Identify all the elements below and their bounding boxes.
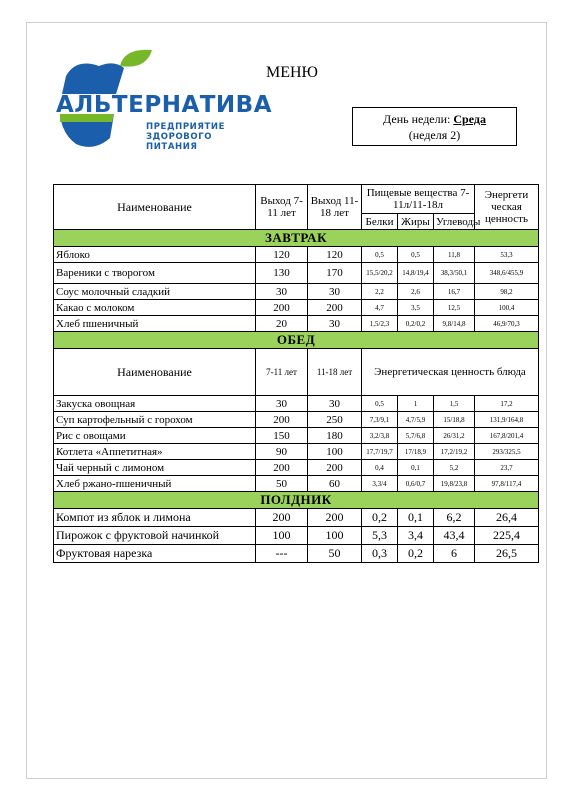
lunch-header-name: Наименование (54, 349, 256, 396)
output-11-18-cell: 60 (308, 476, 362, 492)
output-7-11-cell: 150 (256, 428, 308, 444)
energy-cell: 167,8/201,4 (475, 428, 539, 444)
energy-cell: 53,3 (475, 247, 539, 263)
table-row (54, 460, 539, 476)
lunch-rows (54, 396, 539, 492)
output-11-18-cell: 250 (308, 412, 362, 428)
carbs-cell: 6,2 (434, 509, 475, 527)
header-carbs: Углеводы (434, 214, 475, 230)
fats-cell: 0,1 (398, 509, 434, 527)
fats-cell: 2,6 (398, 284, 434, 300)
output-11-18-cell: 50 (308, 545, 362, 563)
output-11-18-cell: 180 (308, 428, 362, 444)
proteins-cell: 17,7/19,7 (362, 444, 398, 460)
table-row (54, 527, 539, 545)
dish-name-cell: Яблоко (54, 247, 256, 263)
header-name: Наименование (54, 185, 256, 230)
energy-cell: 26,5 (475, 545, 539, 563)
header-energy: Энергети ческая ценность (475, 185, 539, 230)
carbs-cell: 16,7 (434, 284, 475, 300)
fats-cell: 5,7/6,8 (398, 428, 434, 444)
proteins-cell: 3,3/4 (362, 476, 398, 492)
output-7-11-cell: 20 (256, 316, 308, 332)
table-row (54, 428, 539, 444)
proteins-cell: 0,2 (362, 509, 398, 527)
dish-name-cell: Какао с молоком (54, 300, 256, 316)
output-7-11-cell: 130 (256, 263, 308, 284)
output-11-18-cell: 200 (308, 460, 362, 476)
proteins-cell: 0,5 (362, 247, 398, 263)
proteins-cell: 1,5/2,3 (362, 316, 398, 332)
day-of-week-box (352, 107, 517, 146)
dish-name-cell: Компот из яблок и лимона (54, 509, 256, 527)
output-7-11-cell: 30 (256, 396, 308, 412)
output-11-18-cell: 100 (308, 444, 362, 460)
header-out1: Выход 7-11 лет (256, 185, 308, 230)
fats-cell: 3,4 (398, 527, 434, 545)
proteins-cell: 0,5 (362, 396, 398, 412)
dish-name-cell: Хлеб ржано-пшеничный (54, 476, 256, 492)
proteins-cell: 4,7 (362, 300, 398, 316)
proteins-cell: 3,2/3,8 (362, 428, 398, 444)
output-11-18-cell: 200 (308, 509, 362, 527)
table-header-row (54, 185, 539, 214)
output-7-11-cell: --- (256, 545, 308, 563)
proteins-cell: 15,5/20,2 (362, 263, 398, 284)
carbs-cell: 17,2/19,2 (434, 444, 475, 460)
dish-name-cell: Котлета «Аппетитная» (54, 444, 256, 460)
output-11-18-cell: 200 (308, 300, 362, 316)
lunch-header-out1: 7-11 лет (256, 349, 308, 396)
snack-rows (54, 509, 539, 563)
fats-cell: 14,8/19,4 (398, 263, 434, 284)
section-row-lunch (54, 332, 539, 349)
company-logo (54, 48, 273, 158)
table-row (54, 247, 539, 263)
header-fats: Жиры (398, 214, 434, 230)
lunch-header-energy: Энергетическая ценность блюда (362, 349, 539, 396)
header-nutrients: Пищевые вещества 7-11л/11-18л (362, 185, 475, 214)
logo-subtitle: ПРЕДПРИЯТИЕ ЗДОРОВОГО ПИТАНИЯ (146, 122, 226, 152)
lunch-header-row (54, 349, 539, 396)
header-out2: Выход 11-18 лет (308, 185, 362, 230)
carbs-cell: 1,5 (434, 396, 475, 412)
fats-cell: 0,6/0,7 (398, 476, 434, 492)
fats-cell: 17/18,9 (398, 444, 434, 460)
carbs-cell: 11,8 (434, 247, 475, 263)
fats-cell: 0,2/0,2 (398, 316, 434, 332)
energy-cell: 46,9/70,3 (475, 316, 539, 332)
energy-cell: 131,9/164,8 (475, 412, 539, 428)
proteins-cell: 5,3 (362, 527, 398, 545)
carbs-cell: 9,8/14,8 (434, 316, 475, 332)
energy-cell: 26,4 (475, 509, 539, 527)
dish-name-cell: Рис с овощами (54, 428, 256, 444)
proteins-cell: 0,3 (362, 545, 398, 563)
energy-cell: 100,4 (475, 300, 539, 316)
breakfast-rows (54, 247, 539, 332)
carbs-cell: 43,4 (434, 527, 475, 545)
logo-name: АЛЬТЕРНАТИВА (56, 92, 273, 118)
table-row (54, 284, 539, 300)
page-title: МЕНЮ (266, 64, 318, 81)
dish-name-cell: Суп картофельный с горохом (54, 412, 256, 428)
table-row (54, 476, 539, 492)
carbs-cell: 38,3/50,1 (434, 263, 475, 284)
week-label: (неделя 2) (408, 128, 461, 142)
carbs-cell: 15/18,8 (434, 412, 475, 428)
proteins-cell: 0,4 (362, 460, 398, 476)
output-7-11-cell: 100 (256, 527, 308, 545)
section-title: ПОЛДНИК (54, 492, 539, 509)
carbs-cell: 26/31,2 (434, 428, 475, 444)
energy-cell: 98,2 (475, 284, 539, 300)
output-7-11-cell: 200 (256, 460, 308, 476)
carbs-cell: 6 (434, 545, 475, 563)
carbs-cell: 19,8/23,8 (434, 476, 475, 492)
menu-table (53, 184, 539, 563)
carbs-cell: 12,5 (434, 300, 475, 316)
table-row (54, 316, 539, 332)
proteins-cell: 7,3/9,1 (362, 412, 398, 428)
fats-cell: 1 (398, 396, 434, 412)
dish-name-cell: Пирожок с фруктовой начинкой (54, 527, 256, 545)
output-11-18-cell: 120 (308, 247, 362, 263)
energy-cell: 225,4 (475, 527, 539, 545)
energy-cell: 17,2 (475, 396, 539, 412)
section-row-snack (54, 492, 539, 509)
output-7-11-cell: 200 (256, 412, 308, 428)
output-11-18-cell: 30 (308, 284, 362, 300)
dish-name-cell: Соус молочный сладкий (54, 284, 256, 300)
output-11-18-cell: 100 (308, 527, 362, 545)
dish-name-cell: Хлеб пшеничный (54, 316, 256, 332)
energy-cell: 23,7 (475, 460, 539, 476)
day-value: Среда (453, 112, 486, 126)
fats-cell: 3,5 (398, 300, 434, 316)
fats-cell: 4,7/5,9 (398, 412, 434, 428)
output-7-11-cell: 30 (256, 284, 308, 300)
fats-cell: 0,2 (398, 545, 434, 563)
table-row (54, 396, 539, 412)
section-row-breakfast (54, 230, 539, 247)
table-row (54, 412, 539, 428)
output-7-11-cell: 50 (256, 476, 308, 492)
header-proteins: Белки (362, 214, 398, 230)
dish-name-cell: Закуска овощная (54, 396, 256, 412)
output-7-11-cell: 120 (256, 247, 308, 263)
section-title: ОБЕД (54, 332, 539, 349)
output-7-11-cell: 200 (256, 509, 308, 527)
output-11-18-cell: 30 (308, 396, 362, 412)
dish-name-cell: Чай черный с лимоном (54, 460, 256, 476)
table-row (54, 263, 539, 284)
output-7-11-cell: 90 (256, 444, 308, 460)
fats-cell: 0,1 (398, 460, 434, 476)
output-11-18-cell: 170 (308, 263, 362, 284)
lunch-header-out2: 11-18 лет (308, 349, 362, 396)
energy-cell: 97,8/117,4 (475, 476, 539, 492)
day-label: День недели: (383, 112, 451, 126)
section-title: ЗАВТРАК (54, 230, 539, 247)
energy-cell: 348,6/455,9 (475, 263, 539, 284)
output-7-11-cell: 200 (256, 300, 308, 316)
table-row (54, 444, 539, 460)
table-row (54, 545, 539, 563)
proteins-cell: 2,2 (362, 284, 398, 300)
energy-cell: 293/325,5 (475, 444, 539, 460)
dish-name-cell: Вареники с творогом (54, 263, 256, 284)
dish-name-cell: Фруктовая нарезка (54, 545, 256, 563)
fats-cell: 0,5 (398, 247, 434, 263)
output-11-18-cell: 30 (308, 316, 362, 332)
carbs-cell: 5,2 (434, 460, 475, 476)
table-row (54, 509, 539, 527)
table-row (54, 300, 539, 316)
